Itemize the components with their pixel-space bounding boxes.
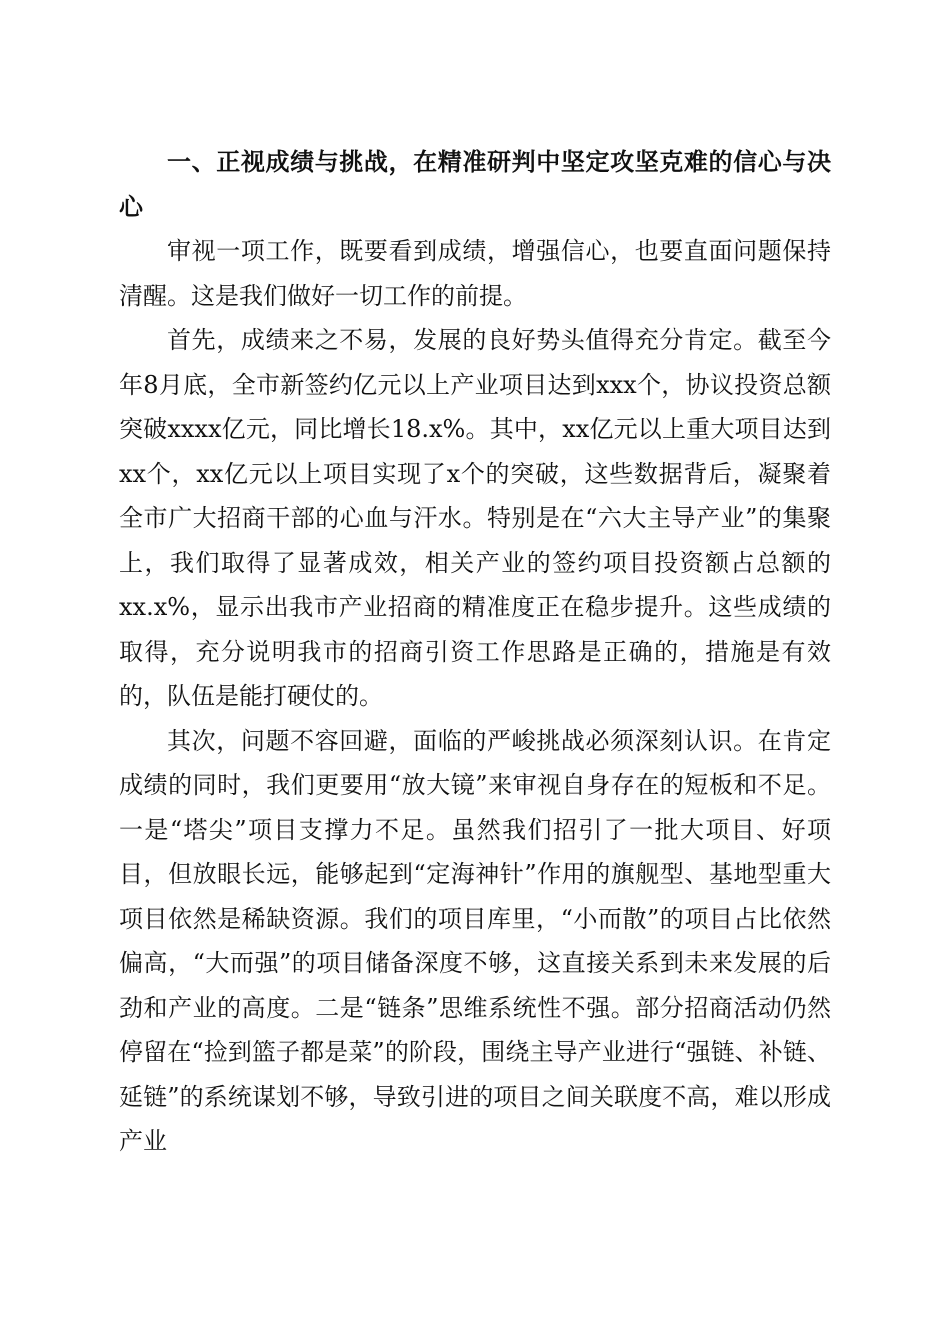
- paragraph-achievements: 首先，成绩来之不易，发展的良好势头值得充分肯定。截至今年8月底，全市新签约亿元以上产业项目达到xxx个，协议投资总额突破xxxx亿元，同比增长18.x%。其中，xx亿元以上重大项目达到xx个，xx亿元以上项目实现了x个的突破，这些数据背后，凝聚着全市广大招商干部的心血与汗水。特别是在“六大主导产业”的集聚上，我们取得了显著成效，相关产业的签约项目投资额占总额的xx.x%，显示出我市产业招商的精准度正在稳步提升。这些成绩的取得，充分说明我市的招商引资工作思路是正确的，措施是有效的，队伍是能打硬仗的。: [119, 326, 831, 710]
- section-heading: 一、正视成绩与挑战，在精准研判中坚定攻坚克难的信心与决心: [119, 148, 831, 221]
- document-body: [119, 140, 831, 1164]
- paragraph-challenges: 其次，问题不容回避，面临的严峻挑战必须深刻认识。在肯定成绩的同时，我们更要用“放大镜”来审视自身存在的短板和不足。一是“塔尖”项目支撑力不足。虽然我们招引了一批大项目、好项目，但放眼长远，能够起到“定海神针”作用的旗舰型、基地型重大项目依然是稀缺资源。我们的项目库里，“小而散”的项目占比依然偏高，“大而强”的项目储备深度不够，这直接关系到未来发展的后劲和产业的高度。二是“链条”思维系统性不强。部分招商活动仍然停留在“捡到篮子都是菜”的阶段，围绕主导产业进行“强链、补链、延链”的系统谋划不够，导致引进的项目之间关联度不高，难以形成产业: [119, 726, 831, 1155]
- paragraph-intro: 审视一项工作，既要看到成绩，增强信心，也要直面问题保持清醒。这是我们做好一切工作的前提。: [119, 237, 831, 310]
